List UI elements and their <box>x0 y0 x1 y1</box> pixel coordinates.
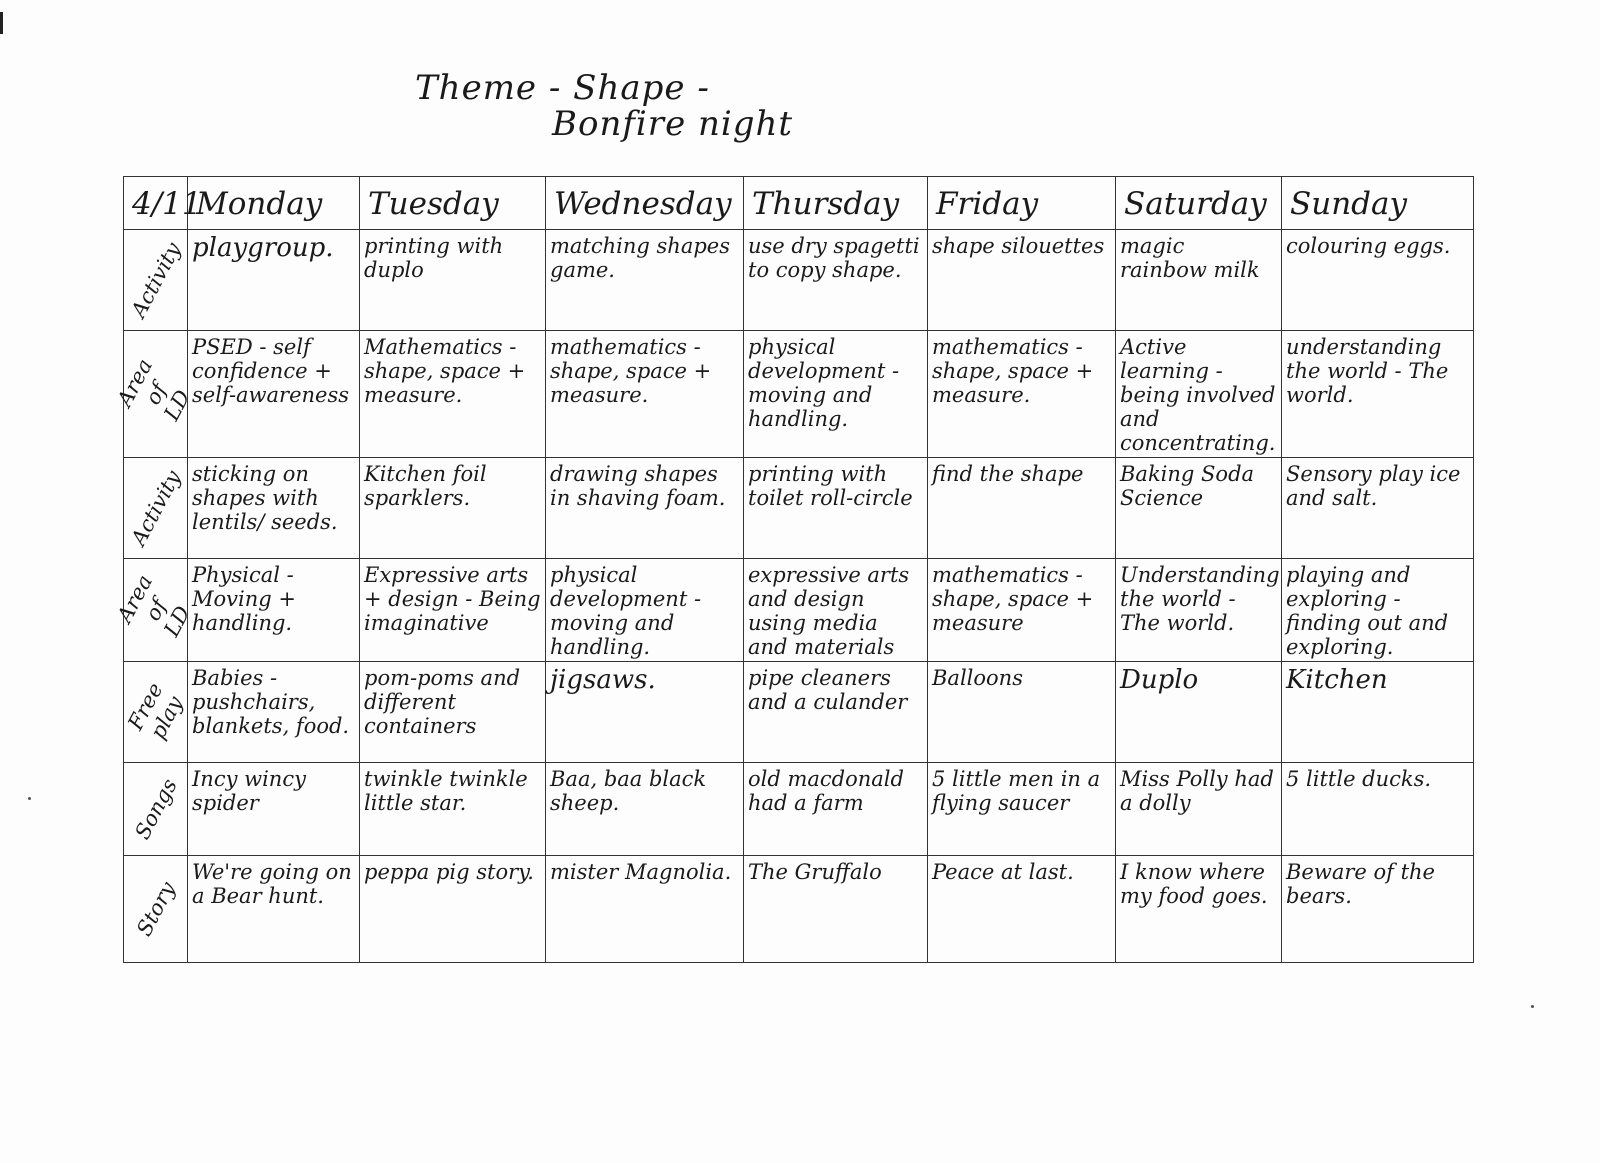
weekly-planner-table <box>111 176 1474 963</box>
day-saturday: Saturday <box>1116 177 1282 230</box>
row-label-story <box>124 856 188 963</box>
table-cell: physical development - moving and handling. <box>546 559 744 662</box>
row-label-text: Activity <box>125 238 186 322</box>
table-cell: shape silouettes <box>928 230 1116 331</box>
table-cell: Physical - Moving + handling. <box>188 559 360 662</box>
table-cell: expressive arts and design using media and materials <box>744 559 928 662</box>
row-label-area-of-ld <box>111 331 195 458</box>
table-cell: 5 little ducks. <box>1282 763 1474 856</box>
theme-title: Theme - Shape - <box>415 68 710 108</box>
day-monday: Monday <box>188 177 360 230</box>
table-cell: pom-poms and different containers <box>360 662 546 763</box>
table-cell: understanding the world - The world. <box>1282 331 1474 458</box>
table-cell: Mathematics - shape, space + measure. <box>360 331 546 458</box>
row-label-text: Free play <box>122 678 188 743</box>
table-cell: magic rainbow milk <box>1116 230 1282 331</box>
table-cell: printing with toilet roll-circle <box>744 458 928 559</box>
table-cell: drawing shapes in shaving foam. <box>546 458 744 559</box>
table-cell: find the shape <box>928 458 1116 559</box>
scan-speck <box>28 797 31 800</box>
row-label-activity <box>124 230 188 331</box>
table-row <box>124 331 1474 458</box>
table-cell: Incy wincy spider <box>188 763 360 856</box>
table-cell: Miss Polly had a dolly <box>1116 763 1282 856</box>
table-cell: mathematics - shape, space + measure <box>928 559 1116 662</box>
table-cell: Beware of the bears. <box>1282 856 1474 963</box>
table-cell: peppa pig story. <box>360 856 546 963</box>
week-date: 4/11 <box>124 177 188 230</box>
table-row <box>124 763 1474 856</box>
table-cell: old macdonald had a farm <box>744 763 928 856</box>
day-wednesday: Wednesday <box>546 177 744 230</box>
table-cell: sticking on shapes with lentils/ seeds. <box>188 458 360 559</box>
table-cell: Sensory play ice and salt. <box>1282 458 1474 559</box>
row-label-free-play <box>124 662 188 763</box>
table-cell: 5 little men in a flying saucer <box>928 763 1116 856</box>
row-label-text: Story <box>131 878 180 940</box>
table-cell: printing with duplo <box>360 230 546 331</box>
table-cell: We're going on a Bear hunt. <box>188 856 360 963</box>
table-cell: matching shapes game. <box>546 230 744 331</box>
table-cell: mister Magnolia. <box>546 856 744 963</box>
table-cell: Babies - pushchairs, blankets, food. <box>188 662 360 763</box>
table-cell: Balloons <box>928 662 1116 763</box>
table-cell: PSED - self confidence + self-awareness <box>188 331 360 458</box>
table-cell: The Gruffalo <box>744 856 928 963</box>
row-label-songs <box>124 763 188 856</box>
day-tuesday: Tuesday <box>360 177 546 230</box>
row-label-text: Songs <box>129 774 182 844</box>
day-friday: Friday <box>928 177 1116 230</box>
table-cell: twinkle twinkle little star. <box>360 763 546 856</box>
table-cell: pipe cleaners and a culander <box>744 662 928 763</box>
table-row <box>124 662 1474 763</box>
table-cell: Baking Soda Science <box>1116 458 1282 559</box>
day-thursday: Thursday <box>744 177 928 230</box>
row-label-activity <box>124 458 188 559</box>
table-row <box>124 559 1474 662</box>
table-cell: Kitchen <box>1282 662 1474 763</box>
scan-edge-mark <box>0 12 3 34</box>
table-cell: Kitchen foil sparklers. <box>360 458 546 559</box>
row-label-text: Activity <box>125 466 186 550</box>
header-row <box>124 177 1474 230</box>
day-sunday: Sunday <box>1282 177 1474 230</box>
table-row <box>124 856 1474 963</box>
table-cell: mathematics - shape, space + measure. <box>928 331 1116 458</box>
table-cell: Expressive arts + design - Being imaginative <box>360 559 546 662</box>
table-cell: playgroup. <box>188 230 360 331</box>
table-cell: Baa, baa black sheep. <box>546 763 744 856</box>
table-cell: I know where my food goes. <box>1116 856 1282 963</box>
table-row <box>124 458 1474 559</box>
table-cell: mathematics - shape, space + measure. <box>546 331 744 458</box>
table-cell: Active learning - being involved and concentrating. <box>1116 331 1282 458</box>
row-label-text: Area of LD <box>111 354 195 425</box>
row-label-area-of-ld <box>111 559 195 662</box>
table-row <box>124 230 1474 331</box>
scan-speck <box>1531 1005 1534 1008</box>
row-label-text: Area of LD <box>111 570 195 641</box>
table-cell: physical development - moving and handling. <box>744 331 928 458</box>
table-cell: colouring eggs. <box>1282 230 1474 331</box>
table-cell: Duplo <box>1116 662 1282 763</box>
theme-subtitle: Bonfire night <box>552 104 794 144</box>
table-cell: Understanding the world - The world. <box>1116 559 1282 662</box>
table-cell: playing and exploring - finding out and exploring. <box>1282 559 1474 662</box>
table-cell: use dry spagetti to copy shape. <box>744 230 928 331</box>
table-cell: Peace at last. <box>928 856 1116 963</box>
table-cell: jigsaws. <box>546 662 744 763</box>
